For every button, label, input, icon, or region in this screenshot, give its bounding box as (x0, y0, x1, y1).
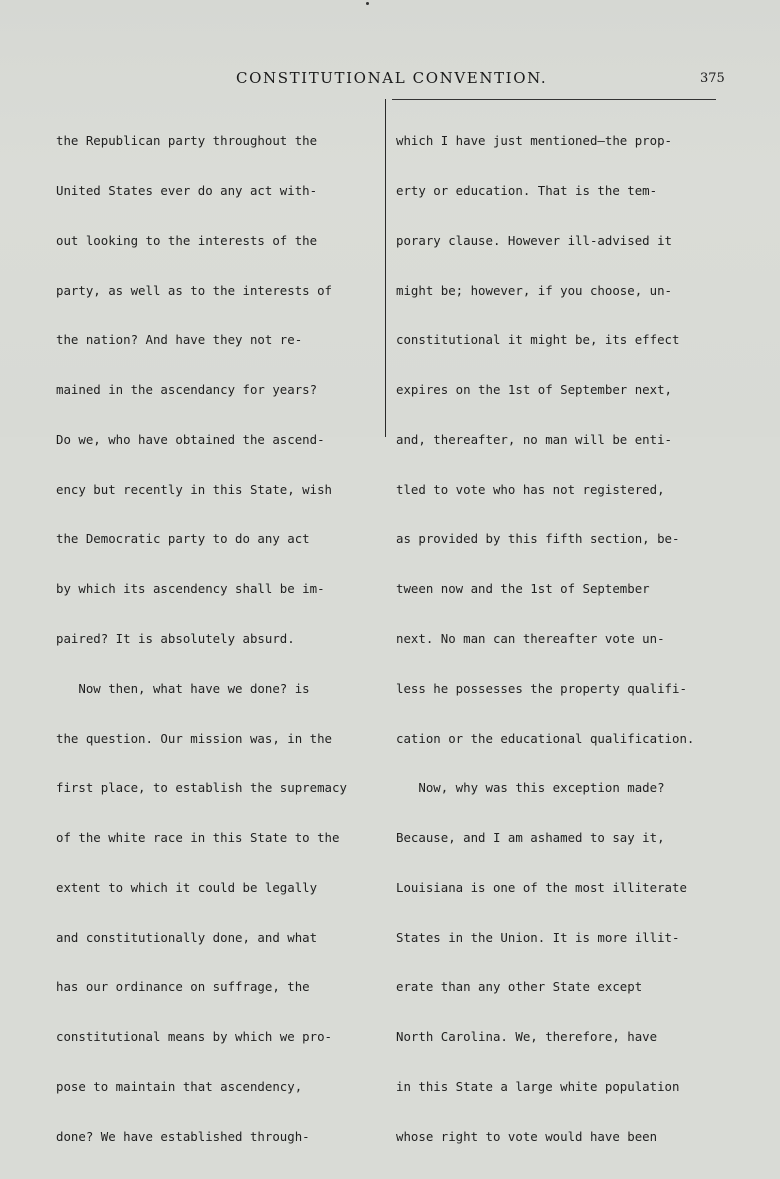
text-line: of the white race in this State to the (56, 830, 340, 846)
text-line: porary clause. However ill-advised it (396, 232, 673, 248)
text-line: Now, why was this exception made? (396, 780, 665, 796)
text-line: ency but recently in this State, wish (56, 481, 333, 497)
column-divider (385, 99, 386, 437)
text-line: and constitutionally done, and what (56, 929, 318, 945)
text-line: first place, to establish the supremacy (56, 780, 347, 796)
text-line: cation or the educational qualification. (396, 730, 695, 746)
text-line: Because, and I am ashamed to say it, (396, 830, 665, 846)
page-number: 375 (700, 71, 725, 86)
text-line: less he possesses the property qualifi- (396, 680, 687, 696)
right-column (396, 100, 726, 1179)
text-line: tween now and the 1st of September (396, 581, 650, 597)
text-line: Louisiana is one of the most illiterate (396, 879, 687, 895)
text-line: done? We have established through- (56, 1128, 310, 1144)
left-column (56, 100, 382, 1179)
text-line: pose to maintain that ascendency, (56, 1079, 303, 1095)
text-line: which I have just mentioned—the prop- (396, 133, 673, 149)
text-line: States in the Union. It is more illit- (396, 929, 680, 945)
text-line: by which its ascendency shall be im- (56, 581, 325, 597)
text-line: Now then, what have we done? is (56, 680, 310, 696)
text-line: erate than any other State except (396, 979, 643, 995)
text-line: party, as well as to the interests of (56, 282, 333, 298)
text-line: expires on the 1st of September next, (396, 382, 673, 398)
text-line: paired? It is absolutely absurd. (56, 631, 295, 646)
text-line: mained in the ascendancy for years? (56, 382, 318, 398)
text-line: the nation? And have they not re- (56, 332, 303, 348)
text-line: extent to which it could be legally (56, 879, 318, 895)
text-line: whose right to vote would have been (396, 1128, 658, 1144)
text-line: the Democratic party to do any act (56, 531, 310, 547)
text-line: next. No man can thereafter vote un- (396, 631, 665, 646)
text-line: United States ever do any act with- (56, 182, 318, 198)
text-line: Do we, who have obtained the ascend- (56, 431, 325, 447)
running-head-title: CONSTITUTIONAL CONVENTION. (236, 69, 548, 87)
text-line: in this State a large white population (396, 1079, 680, 1095)
running-head (0, 69, 780, 91)
text-line: constitutional means by which we pro- (56, 1029, 333, 1045)
text-line: erty or education. That is the tem- (396, 182, 658, 198)
text-line: the question. Our mission was, in the (56, 730, 333, 746)
text-line: out looking to the interests of the (56, 232, 318, 248)
text-line: has our ordinance on suffrage, the (56, 979, 310, 995)
text-line: North Carolina. We, therefore, have (396, 1029, 658, 1045)
text-line: constitutional it might be, its effect (396, 332, 680, 348)
print-speck (366, 2, 369, 5)
text-line: as provided by this fifth section, be- (396, 531, 680, 547)
text-line: and, thereafter, no man will be enti- (396, 431, 673, 447)
text-line: the Republican party throughout the (56, 133, 318, 149)
text-line: tled to vote who has not registered, (396, 481, 665, 497)
text-line: might be; however, if you choose, un- (396, 282, 673, 298)
